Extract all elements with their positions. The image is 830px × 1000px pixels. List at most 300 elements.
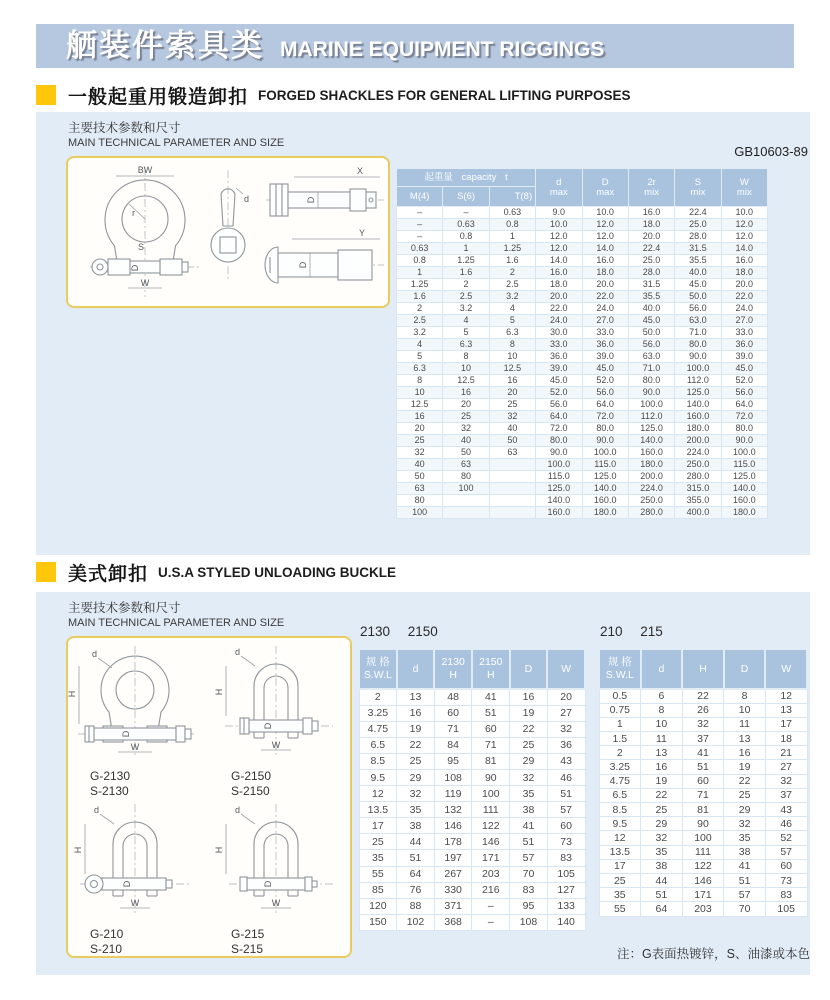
table-row <box>359 914 585 930</box>
table-cell: 57 <box>547 802 585 818</box>
table-row <box>397 303 768 315</box>
table-cell: 64.0 <box>721 399 767 411</box>
table-cell: 90.0 <box>721 435 767 447</box>
table-cell: 55 <box>599 902 641 916</box>
table-cell: 17 <box>599 859 641 873</box>
table-cell: 45.0 <box>582 363 628 375</box>
table-row <box>359 721 585 737</box>
table-cell: 12.0 <box>536 243 582 255</box>
table-cell: 29 <box>397 769 435 785</box>
table-cell: 13.5 <box>599 845 641 859</box>
table-cell: 18.0 <box>721 267 767 279</box>
dim-label-d: d <box>235 647 241 657</box>
table-cell: 51 <box>472 705 510 721</box>
table-cell: 16 <box>397 411 443 423</box>
table-cell: 32 <box>682 717 724 731</box>
table-row <box>599 902 807 916</box>
col-header-W: W <box>765 649 807 689</box>
table-cell: 43 <box>547 753 585 769</box>
table-cell: 2 <box>359 689 397 705</box>
table-row <box>599 703 807 717</box>
table-cell: 60 <box>547 818 585 834</box>
table-cell: 32 <box>724 817 766 831</box>
table-cell: 76 <box>397 882 435 898</box>
table-row <box>599 859 807 873</box>
col-header-2130h: 2130 H <box>434 649 472 689</box>
table-cell: 63 <box>397 483 443 495</box>
table-cell: 13.5 <box>359 802 397 818</box>
table-cell: 90.0 <box>675 351 721 363</box>
table-cell: 315.0 <box>675 483 721 495</box>
table-row <box>397 483 768 495</box>
table-row <box>397 255 768 267</box>
table-cell: 2.5 <box>443 291 489 303</box>
table-cell: 20 <box>443 399 489 411</box>
table-cell: 39.0 <box>536 363 582 375</box>
table-cell: 32 <box>510 769 548 785</box>
table-a-caption: 2130 2150 <box>360 624 438 639</box>
table-cell: 125.0 <box>582 471 628 483</box>
table-cell: 64.0 <box>536 411 582 423</box>
table-cell: 13 <box>765 703 807 717</box>
table-cell: 267 <box>434 866 472 882</box>
table-cell: 39.0 <box>582 351 628 363</box>
dim-label-bw: BW <box>137 165 153 175</box>
table-row <box>359 705 585 721</box>
table-cell: 29 <box>510 753 548 769</box>
table-cell: 1 <box>397 267 443 279</box>
table-row <box>397 339 768 351</box>
table-cell: 32 <box>489 411 535 423</box>
table-head <box>599 649 807 689</box>
table-cell: 52.0 <box>582 375 628 387</box>
table-cell: 119 <box>434 786 472 802</box>
section1-title-en: FORGED SHACKLES FOR GENERAL LIFTING PURPOSES <box>258 87 631 103</box>
table-row <box>599 845 807 859</box>
table-cell: 224.0 <box>628 483 674 495</box>
table-cell: 32 <box>641 831 683 845</box>
table-cell <box>489 495 535 507</box>
table-cell: 80.0 <box>536 435 582 447</box>
table-cell: 5 <box>489 315 535 327</box>
table-cell: 72.0 <box>582 411 628 423</box>
table-cell: 10.0 <box>721 207 767 219</box>
table-cell: 111 <box>682 845 724 859</box>
table-cell: 20.0 <box>582 279 628 291</box>
table-cell: 60 <box>682 774 724 788</box>
table-cell <box>443 495 489 507</box>
table-cell: 22.0 <box>582 291 628 303</box>
table-row <box>397 327 768 339</box>
table-cell: 36.0 <box>536 351 582 363</box>
table-cell: 30.0 <box>536 327 582 339</box>
table-cell: 45.0 <box>721 363 767 375</box>
table-cell: 25 <box>397 753 435 769</box>
table-cell: 36.0 <box>582 339 628 351</box>
table-row <box>397 363 768 375</box>
yellow-bullet-icon <box>36 85 56 105</box>
table-cell: 70 <box>724 902 766 916</box>
diagram-caption: G-2150 <box>231 769 272 783</box>
table-cell: 46 <box>547 769 585 785</box>
table-cell: 25.0 <box>675 219 721 231</box>
dim-label-d: d <box>92 649 98 659</box>
col-header-W: W <box>547 649 585 689</box>
table-row <box>359 802 585 818</box>
table-cell: 22 <box>724 774 766 788</box>
table-cell: 64.0 <box>582 399 628 411</box>
table-cell: 19 <box>724 760 766 774</box>
table-cell: 146 <box>472 834 510 850</box>
dim-label-y: Y <box>358 228 366 238</box>
table-cell: 140 <box>547 914 585 930</box>
table-cell: 0.5 <box>599 689 641 703</box>
diagram-caption: S-210 <box>90 942 123 956</box>
table-cell: 0.63 <box>397 243 443 255</box>
table-cell: 16 <box>724 746 766 760</box>
section1-title-zh: 一般起重用锻造卸扣 <box>68 86 249 108</box>
table-cell: 0.8 <box>397 255 443 267</box>
table-row <box>397 399 768 411</box>
table-cell: 12 <box>765 689 807 703</box>
table-cell: 13 <box>397 689 435 705</box>
table-cell: 10.0 <box>582 207 628 219</box>
table-cell: 6.3 <box>443 339 489 351</box>
dim-label-x: X <box>356 166 364 176</box>
col-header-s6: S(6) <box>443 187 489 207</box>
table-cell: 35 <box>510 786 548 802</box>
table-cell: 17 <box>359 818 397 834</box>
table-cell: 1 <box>489 231 535 243</box>
table-row <box>397 435 768 447</box>
finish-note: 注：G表面热镀锌，S、油漆或本色 <box>616 947 810 961</box>
table-cell: 60 <box>765 859 807 873</box>
table-cell: 178 <box>434 834 472 850</box>
table-row <box>397 375 768 387</box>
table-cell: 37 <box>682 732 724 746</box>
table-cell: 371 <box>434 898 472 914</box>
table-cell: 40.0 <box>675 267 721 279</box>
table-cell: 95 <box>434 753 472 769</box>
table-cell: 31.5 <box>628 279 674 291</box>
table-cell: 100 <box>397 507 443 519</box>
table-body <box>397 207 768 519</box>
table-cell: 125.0 <box>721 471 767 483</box>
table-cell: 32 <box>547 721 585 737</box>
col-header-swl: 规 格 S.W.L <box>359 649 397 689</box>
table-cell: – <box>472 914 510 930</box>
table-cell: 4 <box>443 315 489 327</box>
table-cell: 12 <box>359 786 397 802</box>
table-cell: 36.0 <box>721 339 767 351</box>
table-cell: 63 <box>489 447 535 459</box>
table-cell: 9.5 <box>599 817 641 831</box>
table-cell: 32 <box>397 786 435 802</box>
table-cell: 16.0 <box>721 255 767 267</box>
table-cell: 14.0 <box>721 243 767 255</box>
table-cell: 25 <box>397 435 443 447</box>
table-cell: 51 <box>510 834 548 850</box>
diagram-g210 <box>68 800 209 958</box>
table-cell: 132 <box>434 802 472 818</box>
col-header-swl: 规 格 S.W.L <box>599 649 641 689</box>
table-cell: 35 <box>359 850 397 866</box>
table-cell: 57 <box>765 845 807 859</box>
dim-label-w: W <box>130 898 140 908</box>
dim-label-d: d <box>94 805 100 815</box>
diagram-caption: G-210 <box>90 927 124 941</box>
table-cell: 0.63 <box>443 219 489 231</box>
table-cell: 10 <box>397 387 443 399</box>
col-header-W-mix: W mix <box>721 169 767 207</box>
table-cell: 400.0 <box>675 507 721 519</box>
table-cell: 12.0 <box>582 219 628 231</box>
table-cell: 51 <box>724 873 766 887</box>
table-row <box>599 817 807 831</box>
table-cell: 160.0 <box>536 507 582 519</box>
table-cell: 56.0 <box>582 387 628 399</box>
table-body <box>359 689 585 930</box>
table-cell: 35.5 <box>628 291 674 303</box>
table-cell: 146 <box>434 818 472 834</box>
table-row <box>397 315 768 327</box>
table-cell: 112.0 <box>628 411 674 423</box>
table-cell: 8 <box>443 351 489 363</box>
table-cell: 72.0 <box>536 423 582 435</box>
table-cell: 1.6 <box>489 255 535 267</box>
table-cell: 180.0 <box>721 507 767 519</box>
table-cell: 33.0 <box>536 339 582 351</box>
table-cell: 24.0 <box>536 315 582 327</box>
dim-label-D: D <box>121 730 131 738</box>
table-cell: 20 <box>489 387 535 399</box>
table-cell: 83 <box>510 882 548 898</box>
table-row <box>599 873 807 887</box>
table-row <box>397 387 768 399</box>
table-cell: 12.5 <box>443 375 489 387</box>
table-cell <box>489 507 535 519</box>
dim-label-d-bolt: D <box>306 196 316 204</box>
table-cell: 45.0 <box>628 315 674 327</box>
table-cell: 4 <box>489 303 535 315</box>
table-cell: 28.0 <box>675 231 721 243</box>
table-cell: 203 <box>682 902 724 916</box>
table-row <box>397 495 768 507</box>
table-cell: 5 <box>397 351 443 363</box>
table-row <box>359 753 585 769</box>
table-cell: 250.0 <box>628 495 674 507</box>
table-cell: 4.75 <box>359 721 397 737</box>
table-cell: 12.0 <box>536 231 582 243</box>
table-cell: 12.0 <box>582 231 628 243</box>
section2-title-en: U.S.A STYLED UNLOADING BUCKLE <box>158 564 397 580</box>
table-cell: 19 <box>510 705 548 721</box>
table-cell: 56.0 <box>628 339 674 351</box>
table-cell: 71.0 <box>675 327 721 339</box>
table-cell: 22.4 <box>675 207 721 219</box>
table-cell: 160.0 <box>628 447 674 459</box>
table-cell: 1.25 <box>443 255 489 267</box>
table-cell: 224.0 <box>675 447 721 459</box>
dim-label-w: W <box>130 742 140 752</box>
table-cell: 24.0 <box>582 303 628 315</box>
param-label-zh: 主要技术参数和尺寸 <box>68 601 181 615</box>
table-cell: 105 <box>547 866 585 882</box>
table-cell: 81 <box>472 753 510 769</box>
table-cell: 100 <box>443 483 489 495</box>
col-header-D: D <box>724 649 766 689</box>
table-cell: 140.0 <box>536 495 582 507</box>
table-row <box>397 243 768 255</box>
table-cell: 90 <box>472 769 510 785</box>
table-cell: 125.0 <box>628 423 674 435</box>
dim-label-D: D <box>122 880 132 888</box>
table-cell: 18 <box>765 732 807 746</box>
section1-param-label <box>68 120 284 151</box>
table-cell: 171 <box>472 850 510 866</box>
table-cell: – <box>397 207 443 219</box>
table-cell: 1.25 <box>397 279 443 291</box>
dim-label-w: W <box>271 740 281 750</box>
table-cell: 12 <box>599 831 641 845</box>
table-cell: 28.0 <box>628 267 674 279</box>
table-cell: 16 <box>641 760 683 774</box>
table-cell: 25 <box>489 399 535 411</box>
section2-param-label <box>68 600 284 631</box>
table-cell: 50 <box>443 447 489 459</box>
d-shackle-bolt-icon <box>209 642 343 764</box>
table-cell <box>443 507 489 519</box>
table-cell: 35 <box>397 802 435 818</box>
table-cell: 41 <box>724 859 766 873</box>
table-cell: 44 <box>641 873 683 887</box>
table-cell: 71.0 <box>628 363 674 375</box>
dim-label-r: r <box>132 208 135 218</box>
table-cell: 83 <box>765 888 807 902</box>
table-cell: 25 <box>510 737 548 753</box>
table-body <box>599 689 807 916</box>
table-cell: 26 <box>682 703 724 717</box>
col-header-2150h: 2150 H <box>472 649 510 689</box>
table-cell: 25 <box>599 873 641 887</box>
col-header-D: D <box>510 649 548 689</box>
table-cell: 1.6 <box>443 267 489 279</box>
table-cell: 37 <box>765 788 807 802</box>
table-cell: 12.5 <box>397 399 443 411</box>
table-cell: 95 <box>510 898 548 914</box>
table-cell: 122 <box>682 859 724 873</box>
table-cell: 22.4 <box>628 243 674 255</box>
table-cell: 22.0 <box>721 291 767 303</box>
dim-label-h: H <box>73 846 83 854</box>
table-cell: 108 <box>434 769 472 785</box>
table-cell: 125.0 <box>536 483 582 495</box>
table-cell: 20.0 <box>721 279 767 291</box>
table-cell: 127 <box>547 882 585 898</box>
table-cell: 51 <box>682 760 724 774</box>
dim-label-h: H <box>68 690 77 698</box>
table-row <box>397 207 768 219</box>
col-header-D-max: D max <box>582 169 628 207</box>
dim-label-d-pin2: D <box>298 261 308 269</box>
dim-label-w: W <box>140 278 150 288</box>
table-cell: 22 <box>510 721 548 737</box>
table-row <box>397 411 768 423</box>
table-210-215 <box>598 648 808 917</box>
table-cell: 46 <box>765 817 807 831</box>
table-cell: 60 <box>434 705 472 721</box>
diagram-g215 <box>209 800 350 958</box>
table-cell: 115.0 <box>582 459 628 471</box>
table-cell: 73 <box>547 834 585 850</box>
table-cell: 6.5 <box>359 737 397 753</box>
table-head <box>359 649 585 689</box>
shackle-drawing-icon <box>70 162 386 302</box>
table-cell: 64 <box>641 902 683 916</box>
table-cell: 17 <box>765 717 807 731</box>
param-label-en: MAIN TECHNICAL PARAMETER AND SIZE <box>68 137 285 149</box>
table-row <box>359 786 585 802</box>
table-cell: 73 <box>765 873 807 887</box>
table-cell: 4 <box>397 339 443 351</box>
table-cell: 51 <box>641 888 683 902</box>
section2-diagram <box>66 636 352 958</box>
table-cell: 150 <box>359 914 397 930</box>
table-cell: 171 <box>682 888 724 902</box>
table-cell: 84 <box>434 737 472 753</box>
dim-label-h: H <box>214 688 224 696</box>
table-cell <box>489 459 535 471</box>
table-cell: 35 <box>641 845 683 859</box>
table-cell: 0.8 <box>489 219 535 231</box>
table-row <box>397 267 768 279</box>
diagram-caption: G-215 <box>231 927 265 941</box>
table-cell: 250.0 <box>675 459 721 471</box>
table-cell: 22 <box>641 788 683 802</box>
table-row <box>359 882 585 898</box>
table-cell: 44 <box>397 834 435 850</box>
col-header-capacity: 起重量 capacity t <box>397 169 536 187</box>
table-cell <box>489 471 535 483</box>
table-cell: 16 <box>510 689 548 705</box>
table-cell: 120 <box>359 898 397 914</box>
table-cell: 125.0 <box>675 387 721 399</box>
dim-label-d: d <box>235 805 241 815</box>
table-cell <box>489 483 535 495</box>
table-cell: 80.0 <box>628 375 674 387</box>
table-cell: 133 <box>547 898 585 914</box>
banner-title-zh: 舾装件索具类 <box>66 28 264 63</box>
table-cell: 80.0 <box>582 423 628 435</box>
table-cell: 88 <box>397 898 435 914</box>
table-2130-2150 <box>358 648 586 931</box>
yellow-bullet-icon <box>36 562 56 582</box>
table-cell: 64 <box>397 866 435 882</box>
table-row <box>397 423 768 435</box>
table-cell: 180.0 <box>675 423 721 435</box>
table-cell: 21 <box>765 746 807 760</box>
table-cell: 122 <box>472 818 510 834</box>
col-header-2r-mix: 2r mix <box>628 169 674 207</box>
banner-title-en: MARINE EQUIPMENT RIGGINGS <box>280 38 605 61</box>
table-row <box>359 769 585 785</box>
table-cell: 8.5 <box>359 753 397 769</box>
table-cell: 35.5 <box>675 255 721 267</box>
table-cell: 2 <box>443 279 489 291</box>
table-cell: 41 <box>510 818 548 834</box>
table-cell: 63 <box>443 459 489 471</box>
table-cell: 38 <box>397 818 435 834</box>
